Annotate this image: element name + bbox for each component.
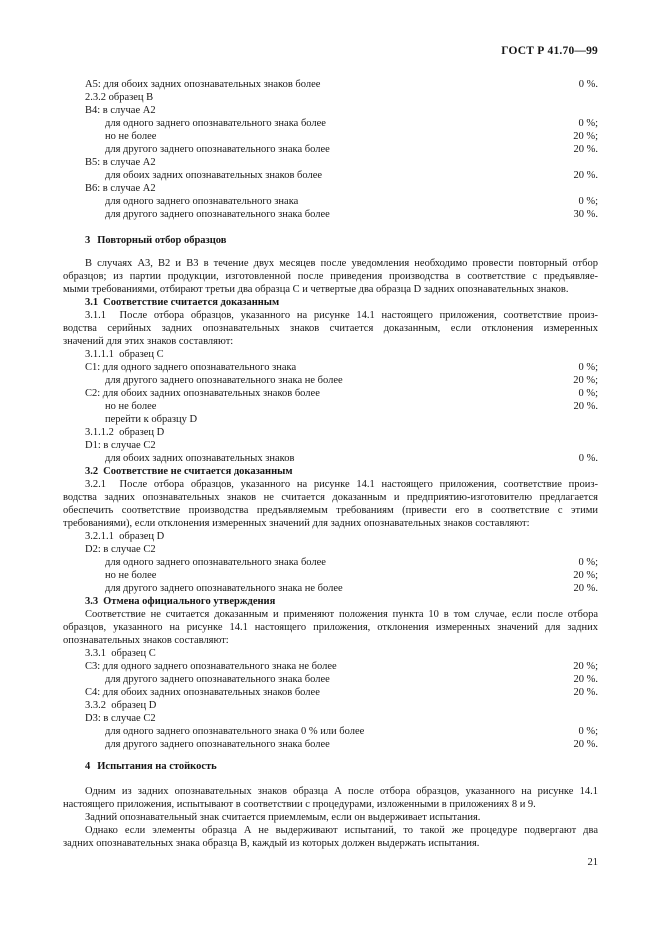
list-row [63, 400, 598, 413]
section-4-title: Испытания на стойкость [97, 761, 217, 772]
heading-3-1 [63, 296, 598, 309]
list-row [63, 130, 598, 143]
list-row [63, 725, 598, 738]
list-row [63, 673, 598, 686]
row-label: С4: для обоих задних опознавательных знаков более [85, 687, 320, 698]
clause-3-1-1-paragraph [63, 309, 598, 348]
clause-2-value-list [63, 78, 598, 221]
row-value: 20 %. [573, 739, 598, 750]
row-value: 0 %; [578, 388, 598, 399]
list-row [63, 348, 598, 361]
paragraph-line: водства серийных задних опознавательных знаков считается доказанным, если отклонения измеренных [63, 323, 598, 334]
row-label: но не более [105, 131, 157, 142]
list-row [63, 712, 598, 725]
clause-3-3-value-list [63, 647, 598, 751]
row-value: 20 %; [573, 570, 598, 581]
row-label: 3.3.1 образец С [85, 648, 156, 659]
row-label: для другого заднего опознавательного знака более [105, 739, 330, 750]
paragraph-line: мыми требованиями, отбирают третьи два образца С и четвертые два образца D задних опознавательных знаков. [63, 284, 569, 295]
heading-3-1-number: 3.1 [85, 297, 99, 308]
row-value: 0 %. [578, 79, 598, 90]
heading-3-1-title: Соответствие считается доказанным [103, 297, 280, 308]
row-value: 0 %; [578, 196, 598, 207]
heading-3-2 [63, 465, 598, 478]
row-label: для обоих задних опознавательных знаков [105, 453, 295, 464]
section-3-number: 3 [85, 235, 91, 246]
paragraph-line: образцов; из партии продукции, изготовленной после приведения производства в соответствие с предъявляе- [63, 271, 598, 282]
row-label: 2.3.2 образец В [85, 92, 154, 103]
paragraph-line: образцов, указанного на рисунке 14.1 настоящего приложения, отклонения измеренных значений для задних [63, 622, 598, 633]
list-row [63, 556, 598, 569]
row-label: D1: в случае С2 [85, 440, 156, 451]
paragraph-line: 3.2.1 После отбора образцов, указанного на рисунке 14.1 настоящего приложения, соответствие произ- [85, 479, 598, 490]
row-value: 30 %. [573, 209, 598, 220]
list-row [63, 699, 598, 712]
paragraph-line: задних опознавательных знака образца В, каждый из которых должен выдержать испытания. [63, 838, 480, 849]
row-label: С3: для одного заднего опознавательного знака не более [85, 661, 337, 672]
row-value: 0 %; [578, 726, 598, 737]
paragraph-line: опознавательных знаков составляют: [63, 635, 229, 646]
list-row [63, 647, 598, 660]
page-number: 21 [587, 857, 598, 868]
list-row [63, 143, 598, 156]
row-value: 0 %; [578, 118, 598, 129]
paragraph-line: 3.1.1 После отбора образцов, указанного на рисунке 14.1 настоящего приложения, соответствие произ- [85, 310, 598, 321]
row-label: но не более [105, 401, 157, 412]
list-row [63, 387, 598, 400]
section-4-number: 4 [85, 761, 91, 772]
row-value: 20 %; [573, 661, 598, 672]
list-row [63, 104, 598, 117]
list-row [63, 156, 598, 169]
list-row [63, 543, 598, 556]
row-label: для другого заднего опознавательного знака не более [105, 375, 343, 386]
row-label: для обоих задних опознавательных знаков более [105, 170, 323, 181]
list-row [63, 91, 598, 104]
row-label: С1: для одного заднего опознавательного знака [85, 362, 297, 373]
paragraph-line: В случаях А3, В2 и В3 в течение двух месяцев после уведомления необходимо провести повторный отбор [85, 258, 598, 269]
paragraph-line: Одним из задних опознавательных знаков образца А после отбора образцов, указанного на рисунке 14.1 [85, 786, 598, 797]
list-row [63, 569, 598, 582]
row-label: 3.1.1.2 образец D [85, 427, 165, 438]
row-value: 0 %; [578, 362, 598, 373]
heading-3-3-number: 3.3 [85, 596, 99, 607]
paragraph-line: Соответствие не считается доказанным и применяют положения пункта 10 в том случае, если после отбора [85, 609, 598, 620]
row-label: 3.3.2 образец D [85, 700, 157, 711]
row-label: для другого заднего опознавательного знака более [105, 209, 330, 220]
row-value: 20 %. [573, 401, 598, 412]
list-row [63, 686, 598, 699]
row-label: но не более [105, 570, 157, 581]
heading-3-3-title: Отмена официального утверждения [103, 596, 276, 607]
row-label: В4: в случае А2 [85, 105, 156, 116]
row-label: для одного заднего опознавательного знака более [105, 557, 326, 568]
list-row [63, 169, 598, 182]
list-row [63, 208, 598, 221]
list-row [63, 117, 598, 130]
row-value: 20 %. [573, 674, 598, 685]
paragraph-line: Задний опознавательный знак считается приемлемым, если он выдерживает испытания. [85, 812, 481, 823]
row-value: 20 %. [573, 583, 598, 594]
paragraph-line: водства задних опознавательных знаков не считается доказанным и предприятию-изготовителю предлагается [63, 492, 598, 503]
paragraph-line: настоящего приложения, испытывают в соответствии с процедурами, изложенными в приложениях 8 и 9. [63, 799, 536, 810]
row-label: 3.2.1.1 образец D [85, 531, 165, 542]
list-row [63, 413, 598, 426]
row-value: 0 %; [578, 557, 598, 568]
list-row [63, 452, 598, 465]
heading-3-2-number: 3.2 [85, 466, 99, 477]
list-row [63, 582, 598, 595]
row-label: для другого заднего опознавательного знака более [105, 674, 330, 685]
row-label: D3: в случае С2 [85, 713, 156, 724]
row-value: 20 %. [573, 144, 598, 155]
row-label: для другого заднего опознавательного знака не более [105, 583, 343, 594]
list-row [63, 660, 598, 673]
list-row [63, 195, 598, 208]
clause-3-3-paragraph [63, 608, 598, 647]
list-row [63, 182, 598, 195]
row-label: С2: для обоих задних опознавательных знаков более [85, 388, 320, 399]
heading-3-3 [63, 595, 598, 608]
clause-3-1-value-list [63, 348, 598, 465]
row-label: 3.1.1.1 образец С [85, 349, 164, 360]
row-value: 20 %; [573, 131, 598, 142]
row-label: D2: в случае С2 [85, 544, 156, 555]
list-row [63, 439, 598, 452]
section-4-paragraph-1 [63, 785, 598, 811]
row-value: 0 %. [578, 453, 598, 464]
document-content [63, 78, 598, 869]
row-value: 20 %. [573, 687, 598, 698]
heading-3-2-title: Соответствие не считается доказанным [103, 466, 293, 477]
paragraph-line: требованиями), если отклонения измеренных значений для задних опознавательных знаков составляют: [63, 518, 530, 529]
paragraph-line: Однако если элементы образца А не выдерживают испытаний, то такой же процедуре подвергают два [85, 825, 598, 836]
list-row [63, 374, 598, 387]
row-label: для одного заднего опознавательного знака [105, 196, 299, 207]
list-row [63, 78, 598, 91]
paragraph-line: значений для этих знаков составляют: [63, 336, 234, 347]
row-label: В6: в случае А2 [85, 183, 156, 194]
row-label: для одного заднего опознавательного знака 0 % или более [105, 726, 365, 737]
row-label: для одного заднего опознавательного знака более [105, 118, 326, 129]
section-3-heading [63, 234, 598, 247]
section-4-paragraph-2 [63, 811, 598, 824]
clause-3-2-value-list [63, 530, 598, 595]
list-row [63, 426, 598, 439]
row-label: В5: в случае А2 [85, 157, 156, 168]
clause-3-2-1-paragraph [63, 478, 598, 530]
section-4-heading [63, 760, 598, 773]
paragraph-line: обеспечить соответствие производства предъявляемым требованиям (привести его в соответствие с этими [63, 505, 598, 516]
row-label: перейти к образцу D [105, 414, 198, 425]
row-label: А5: для обоих задних опознавательных знаков более [85, 79, 321, 90]
document-standard-header: ГОСТ Р 41.70—99 [501, 45, 598, 57]
section-4-paragraph-3 [63, 824, 598, 850]
row-value: 20 %. [573, 170, 598, 181]
row-value: 20 %; [573, 375, 598, 386]
section-3-title: Повторный отбор образцов [97, 235, 227, 246]
list-row [63, 738, 598, 751]
section-3-paragraph [63, 257, 598, 296]
row-label: для другого заднего опознавательного знака более [105, 144, 330, 155]
list-row [63, 530, 598, 543]
list-row [63, 361, 598, 374]
